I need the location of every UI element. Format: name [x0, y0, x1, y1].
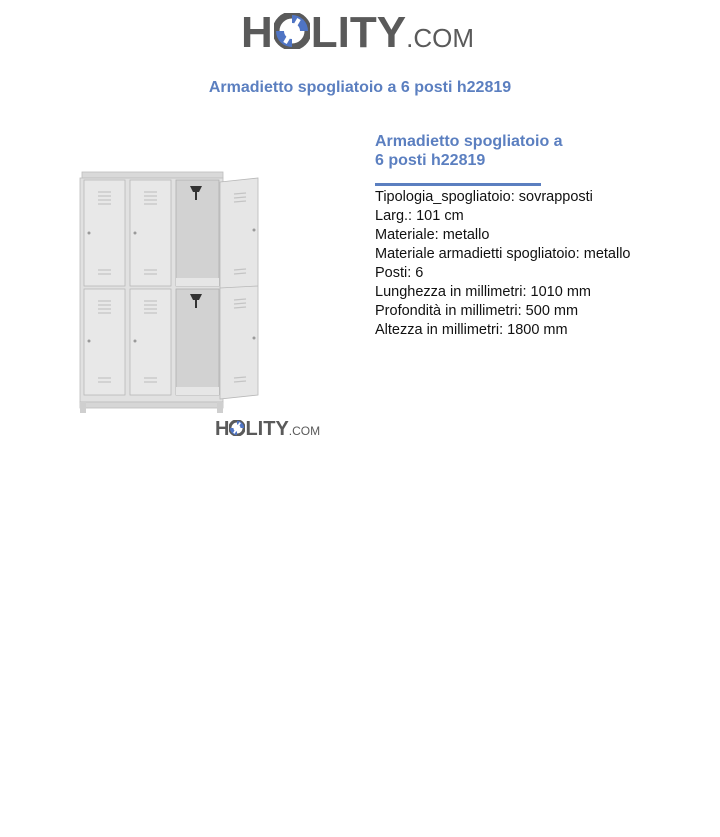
spec-item: Materiale armadietti spogliatoio: metallo: [375, 246, 631, 262]
logo-suffix: .COM: [288, 424, 321, 438]
title-divider: [375, 183, 541, 186]
site-logo[interactable]: [241, 8, 474, 58]
watermark-logo: [215, 418, 320, 441]
spec-item: Larg.: 101 cm: [375, 208, 464, 224]
logo-o-icon: [273, 13, 311, 52]
spec-item: Profondità in millimetri: 500 mm: [375, 303, 579, 319]
spec-item: Lunghezza in millimetri: 1010 mm: [375, 284, 591, 300]
product-title: [375, 132, 695, 170]
spec-item: Posti: 6: [375, 265, 424, 281]
product-info: [375, 132, 695, 340]
product-image-locker: [78, 170, 263, 415]
page-title: Armadietto spogliatoio a 6 posti h22819: [208, 79, 512, 96]
product-title-line-1: Armadietto spogliatoio a: [375, 133, 563, 150]
spec-item: Tipologia_spogliatoio: sovrapposti: [375, 189, 593, 205]
logo-letter-h: H: [241, 8, 273, 57]
spec-item: Materiale: metallo: [375, 227, 490, 243]
spec-list: [375, 188, 695, 340]
logo-o-icon: [229, 420, 245, 440]
logo-letters: LITY: [310, 8, 407, 57]
logo-letter-h: H: [215, 418, 230, 440]
spec-item: Altezza in millimetri: 1800 mm: [375, 322, 568, 338]
logo-suffix: .COM: [406, 23, 474, 53]
logo-letters: LITY: [245, 418, 289, 440]
product-title-line-2: 6 posti h22819: [375, 152, 486, 169]
